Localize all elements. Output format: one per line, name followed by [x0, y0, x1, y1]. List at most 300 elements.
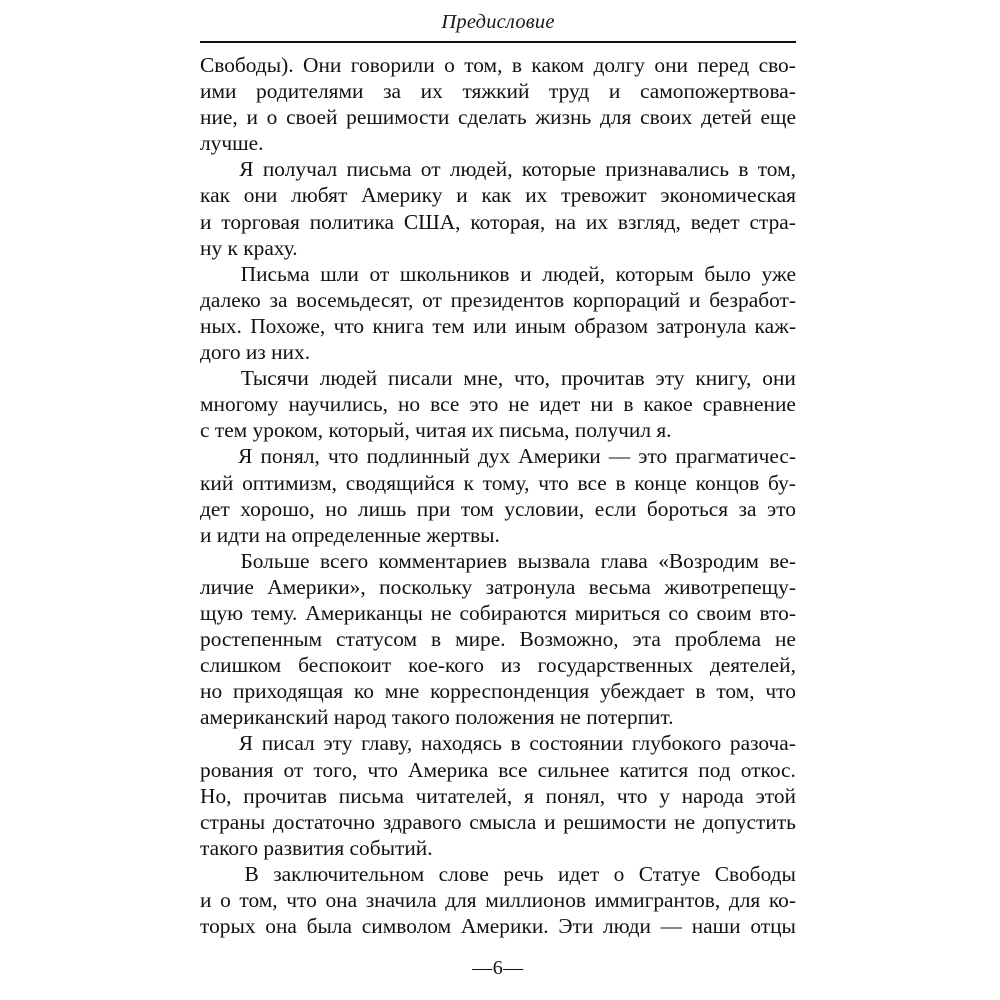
- paragraph: [200, 548, 796, 731]
- word: признавались: [605, 157, 730, 182]
- word: для: [728, 888, 761, 912]
- word: слишком: [200, 653, 282, 678]
- text-line: [200, 261, 796, 287]
- word: торых: [200, 914, 256, 939]
- word: была: [306, 914, 353, 939]
- word: тяжкий: [462, 79, 530, 104]
- paragraph-indent: [200, 365, 230, 391]
- word: мире.: [455, 627, 506, 652]
- word: комментариев: [378, 548, 508, 573]
- word: школьников: [399, 261, 510, 286]
- word: вто-: [759, 600, 796, 625]
- word: что: [538, 470, 569, 495]
- word: ве-: [769, 548, 796, 573]
- word: в: [511, 53, 522, 77]
- paragraph-indent: [200, 548, 230, 574]
- word: весьма: [588, 574, 651, 599]
- word: людей,: [542, 261, 605, 286]
- word: США,: [403, 209, 461, 234]
- word: бу-: [768, 470, 796, 495]
- paragraph: [200, 861, 796, 939]
- word: рования: [200, 757, 274, 782]
- word: и: [608, 79, 621, 104]
- word: от: [369, 261, 390, 286]
- word: она: [325, 888, 358, 912]
- word: труд: [549, 79, 590, 104]
- word: под: [698, 757, 731, 782]
- word: ведет: [690, 209, 740, 234]
- word: что: [333, 313, 365, 338]
- word: о: [444, 53, 455, 77]
- header-rule: [200, 41, 796, 43]
- word: затронула: [485, 574, 576, 599]
- text-line: [200, 835, 796, 861]
- word: но: [200, 679, 223, 704]
- paragraph-indent: [200, 261, 230, 287]
- word: к: [463, 470, 474, 495]
- text-line: [200, 809, 796, 835]
- word: страны: [200, 809, 266, 834]
- word: но: [325, 496, 348, 521]
- paragraph: [200, 730, 796, 860]
- word: взгляд,: [617, 209, 681, 234]
- word: своим: [696, 600, 752, 625]
- word: всего: [320, 548, 369, 573]
- word: за: [383, 79, 402, 104]
- word: и: [456, 183, 468, 208]
- word: заключительном: [273, 861, 425, 886]
- word: концов: [695, 470, 760, 495]
- word: мириться: [574, 600, 661, 625]
- word: это: [767, 496, 796, 521]
- word: писали: [388, 366, 453, 391]
- word: Но,: [200, 783, 232, 808]
- text-line: [200, 104, 796, 130]
- word: наши: [691, 914, 741, 939]
- word: что: [367, 757, 398, 782]
- text-line: [200, 182, 796, 208]
- word: глубокого: [631, 731, 722, 756]
- text-line: [200, 156, 796, 182]
- word: все: [577, 470, 607, 495]
- word: бороться: [646, 496, 729, 521]
- word: перед: [697, 53, 750, 77]
- word: приходящая: [233, 679, 344, 704]
- text-line: [200, 678, 796, 704]
- word: миллионов: [485, 888, 586, 912]
- word: того,: [313, 757, 358, 782]
- word: находясь: [420, 731, 502, 756]
- word: что: [616, 783, 648, 808]
- word: что: [327, 444, 359, 469]
- word: ни: [590, 392, 614, 417]
- text-line: [200, 574, 796, 600]
- word: от: [422, 287, 442, 312]
- word: статусом: [335, 627, 418, 652]
- word: Статуе: [638, 861, 701, 886]
- word: личие: [200, 574, 254, 599]
- word: том,: [464, 53, 503, 77]
- paragraph: [200, 156, 796, 260]
- text-line: [200, 287, 796, 313]
- word: при: [416, 496, 451, 521]
- word: это: [638, 444, 668, 469]
- word: в: [623, 392, 634, 417]
- word: «Возродим: [658, 548, 759, 573]
- word: не: [674, 809, 696, 834]
- word: корпораций: [572, 287, 681, 312]
- word: Американцы: [305, 600, 423, 625]
- word: и: [200, 888, 212, 912]
- word: иммигрантов,: [594, 888, 721, 912]
- line-text: такого развития событий.: [200, 835, 433, 860]
- word: это: [469, 392, 499, 417]
- word: государственных: [537, 653, 694, 678]
- body-text-block: [200, 52, 796, 939]
- line-text: с тем уроком, который, читая их письма, получил я.: [200, 418, 672, 443]
- word: ко: [353, 679, 374, 704]
- word: —: [660, 914, 683, 939]
- word: как: [200, 183, 230, 208]
- line-text: американский народ такого положения не потерпит.: [200, 705, 674, 730]
- text-line: [200, 235, 796, 261]
- word: они: [243, 183, 278, 208]
- word: людей,: [449, 157, 513, 182]
- word: понял,: [545, 783, 606, 808]
- word: речь: [503, 861, 544, 886]
- word: о: [613, 861, 625, 886]
- text-line: [200, 861, 796, 887]
- word: сводящийся: [345, 470, 455, 495]
- word: хорошо,: [240, 496, 315, 521]
- word: письма: [338, 783, 404, 808]
- word: в: [431, 627, 442, 652]
- word: тем: [432, 313, 465, 338]
- word: ных.: [200, 313, 242, 338]
- word: Америки.: [460, 914, 549, 939]
- word: не: [430, 600, 452, 625]
- word: идет: [539, 392, 581, 417]
- text-line: [200, 704, 796, 730]
- word: далеко: [200, 287, 261, 312]
- word: оптимизм,: [242, 470, 338, 495]
- word: о: [220, 888, 231, 912]
- word: не: [508, 392, 530, 417]
- word: поскольку: [379, 574, 473, 599]
- running-head: Предисловие: [441, 11, 555, 33]
- word: убеждает: [600, 679, 685, 704]
- word: из: [500, 653, 521, 678]
- word: экономическая: [660, 183, 796, 208]
- word: многому: [200, 392, 279, 417]
- word: смысла: [469, 809, 537, 834]
- word: символом: [361, 914, 452, 939]
- paragraph-indent: [200, 443, 230, 469]
- word: кое-кого: [408, 653, 484, 678]
- word: книгу,: [695, 366, 752, 391]
- word: Я: [238, 731, 253, 756]
- word: жизнь: [535, 105, 592, 130]
- word: допустить: [702, 809, 796, 834]
- word: читателей,: [415, 783, 513, 808]
- word: говорили: [350, 53, 435, 77]
- word: глава: [600, 548, 648, 573]
- word: я: [523, 783, 534, 808]
- word: Я: [239, 157, 254, 182]
- word: в: [615, 470, 626, 495]
- word: или: [473, 313, 507, 338]
- word: прочитав: [560, 366, 645, 391]
- word: тому,: [482, 470, 530, 495]
- word: решимости: [346, 105, 450, 130]
- text-line: [200, 522, 796, 548]
- word: и: [520, 261, 532, 286]
- word: ко-: [768, 888, 796, 912]
- word: их: [525, 183, 548, 208]
- word: В: [244, 861, 259, 886]
- word: детей: [701, 105, 752, 130]
- word: люди: [603, 914, 651, 939]
- word: для: [445, 888, 477, 912]
- word: откос.: [740, 757, 796, 782]
- word: дух: [477, 444, 511, 469]
- text-line: [200, 417, 796, 443]
- word: прочитав: [243, 783, 327, 808]
- word: тревожит: [561, 183, 647, 208]
- word: за: [738, 496, 757, 521]
- word: что: [765, 679, 796, 704]
- text-line: [200, 652, 796, 678]
- word: отцы: [750, 914, 796, 939]
- word: о: [266, 105, 278, 130]
- word: том,: [716, 679, 755, 704]
- text-line: [200, 626, 796, 652]
- word: что: [286, 888, 317, 912]
- word: этой: [755, 783, 796, 808]
- word: здравого: [382, 809, 462, 834]
- word: и: [688, 287, 701, 312]
- word: от: [283, 757, 304, 782]
- word: у: [659, 783, 670, 808]
- word: и: [544, 809, 556, 834]
- word: подлинный: [366, 444, 470, 469]
- word: за: [269, 287, 288, 312]
- word: Америку: [361, 183, 443, 208]
- line-text: ну к краху.: [200, 235, 298, 260]
- word: прагматичес-: [675, 444, 796, 469]
- word: в: [738, 157, 749, 182]
- word: беспокоит: [298, 653, 392, 678]
- word: своей: [286, 105, 338, 130]
- paragraph-indent: [200, 861, 230, 887]
- word: стра-: [749, 209, 796, 234]
- word: от: [420, 157, 441, 182]
- word: главу,: [361, 731, 413, 756]
- word: восемьдесят,: [296, 287, 414, 312]
- word: торговая: [221, 209, 300, 234]
- text-line: [200, 313, 796, 339]
- word: народа: [681, 783, 744, 808]
- text-line: [200, 130, 796, 156]
- word: любят: [291, 183, 348, 208]
- word: лишь: [357, 496, 407, 521]
- word: эту: [323, 731, 353, 756]
- word: сильнее: [537, 757, 610, 782]
- word: конце: [634, 470, 687, 495]
- line-text: лучше.: [200, 131, 264, 156]
- word: уже: [761, 261, 796, 286]
- text-line: [200, 783, 796, 809]
- word: понял,: [260, 444, 320, 469]
- word: том: [460, 496, 494, 521]
- word: —: [608, 444, 631, 469]
- word: разоча-: [729, 731, 796, 756]
- text-line: [200, 730, 796, 756]
- word: которым: [615, 261, 694, 286]
- word: которые: [521, 157, 596, 182]
- word: все: [498, 757, 528, 782]
- paragraph: [200, 365, 796, 443]
- word: решимости: [563, 809, 667, 834]
- paragraph: [200, 52, 796, 156]
- word: которая,: [470, 209, 546, 234]
- word: они: [654, 53, 688, 77]
- word: катится: [619, 757, 689, 782]
- word: образом: [574, 313, 649, 338]
- word: достаточно: [272, 809, 376, 834]
- word: получал: [262, 157, 338, 182]
- word: корреспонденция: [430, 679, 590, 704]
- word: кий: [200, 470, 234, 495]
- word: людей: [319, 366, 378, 391]
- word: идет: [558, 861, 600, 886]
- word: тему.: [251, 600, 298, 625]
- word: и: [246, 105, 258, 130]
- word: Похоже,: [250, 313, 326, 338]
- word: ими: [200, 79, 237, 104]
- word: Больше: [240, 548, 310, 573]
- word: своих: [640, 105, 693, 130]
- text-line: [200, 209, 796, 235]
- word: Тысячи: [240, 366, 309, 391]
- word: Я: [238, 444, 253, 469]
- text-line: [200, 470, 796, 496]
- word: слове: [438, 861, 489, 886]
- word: их: [420, 79, 443, 104]
- word: сравнение: [702, 392, 796, 417]
- word: условии,: [504, 496, 585, 521]
- word: в: [510, 731, 521, 756]
- word: писал: [261, 731, 315, 756]
- word: щую: [200, 600, 244, 625]
- word: как: [481, 183, 512, 208]
- word: на: [555, 209, 577, 234]
- word: родителями: [256, 79, 364, 104]
- word: Свободы).: [200, 53, 294, 77]
- word: мне,: [463, 366, 504, 391]
- word: долгу: [593, 53, 645, 77]
- word: проблема: [674, 627, 762, 652]
- word: Свободы: [714, 861, 796, 886]
- word: каком: [531, 53, 585, 77]
- paragraph-indent: [200, 730, 230, 756]
- word: деятелей,: [709, 653, 796, 678]
- word: том,: [239, 888, 278, 912]
- word: и: [200, 209, 212, 234]
- word: со: [668, 600, 689, 625]
- word: их: [585, 209, 609, 234]
- word: Возможно,: [519, 627, 619, 652]
- text-line: [200, 339, 796, 365]
- word: вызвала: [517, 548, 591, 573]
- word: в: [695, 679, 706, 704]
- text-line: [200, 365, 796, 391]
- word: она: [265, 914, 297, 939]
- word: самопожертвова-: [639, 79, 796, 104]
- word: Они: [303, 53, 342, 77]
- word: мне: [384, 679, 420, 704]
- word: что,: [514, 366, 551, 391]
- text-line: [200, 600, 796, 626]
- word: значила: [365, 888, 437, 912]
- word: Америки: [518, 444, 601, 469]
- word: Эти: [558, 914, 594, 939]
- word: затронула: [656, 313, 747, 338]
- word: если: [594, 496, 637, 521]
- word: для: [599, 105, 632, 130]
- word: дет: [200, 496, 230, 521]
- word: том,: [757, 157, 796, 182]
- paragraph-indent: [200, 156, 230, 182]
- word: научились,: [288, 392, 388, 417]
- paragraph: [200, 261, 796, 365]
- line-text: дого из них.: [200, 340, 311, 365]
- text-line: [200, 757, 796, 783]
- word: но: [397, 392, 421, 417]
- word: еще: [760, 105, 796, 130]
- text-line: [200, 548, 796, 574]
- word: состоянии: [529, 731, 624, 756]
- text-line: [200, 887, 796, 913]
- word: каж-: [754, 313, 796, 338]
- text-line: [200, 391, 796, 417]
- paragraph: [200, 443, 796, 547]
- word: они: [762, 366, 796, 391]
- word: политика: [309, 209, 395, 234]
- word: Америка: [408, 757, 489, 782]
- text-line: [200, 913, 796, 939]
- word: сво-: [758, 53, 796, 77]
- text-line: [200, 52, 796, 78]
- word: иным: [515, 313, 566, 338]
- text-line: [200, 496, 796, 522]
- page-number: —6—: [472, 957, 524, 979]
- word: было: [704, 261, 751, 286]
- word: Письма: [240, 261, 310, 286]
- word: сделать: [458, 105, 527, 130]
- word: президентов: [450, 287, 565, 312]
- word: эту: [655, 366, 685, 391]
- word: ростепенным: [200, 627, 323, 652]
- word: безработ-: [709, 287, 796, 312]
- word: какое: [643, 392, 693, 417]
- text-line: [200, 443, 796, 469]
- line-text: и идти на определенные жертвы.: [200, 522, 500, 547]
- word: не: [774, 627, 796, 652]
- word: Америки»,: [267, 574, 366, 599]
- word: эта: [632, 627, 661, 652]
- word: все: [430, 392, 460, 417]
